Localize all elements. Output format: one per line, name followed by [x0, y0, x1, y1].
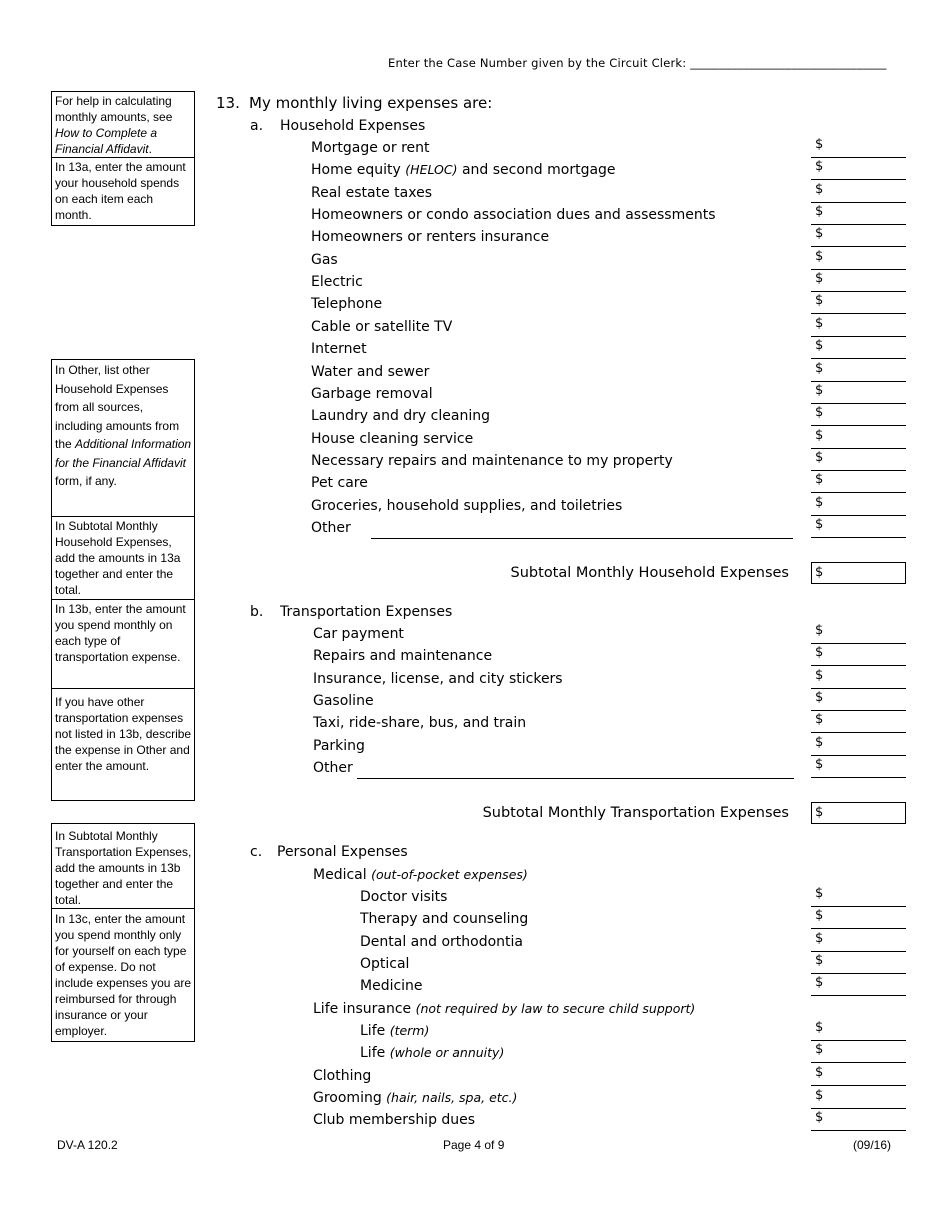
help-box-13c [51, 909, 195, 1042]
dollar-sign: $ [815, 756, 824, 772]
household-water-and-sewer-amount-field[interactable] [811, 360, 906, 382]
household-necessary-repairs-and-maintenance-to-my-property-text: Necessary repairs and maintenance to my property [311, 452, 673, 469]
dollar-sign: $ [815, 248, 824, 264]
dollar-sign: $ [815, 159, 824, 175]
dollar-sign: $ [815, 181, 824, 197]
household-laundry-and-dry-cleaning-text: Laundry and dry cleaning [311, 408, 490, 425]
household-home-equity-text: Home equity [311, 162, 401, 179]
dollar-sign: $ [815, 494, 824, 510]
transport-insurance-license-and-city-stickers-label [313, 671, 563, 687]
household-groceries-household-supplies-and-toiletries-amount-field[interactable] [811, 494, 906, 516]
dollar-sign: $ [815, 930, 824, 946]
household-home-equity-label [311, 162, 616, 178]
dollar-sign: $ [815, 689, 824, 705]
household-water-and-sewer-text: Water and sewer [311, 363, 430, 380]
dollar-sign: $ [815, 667, 824, 683]
household-internet-label [311, 341, 367, 357]
life-insurance-title: Life insurance [313, 1001, 412, 1017]
household-garbage-removal-amount-field[interactable] [811, 382, 906, 404]
household-homeowners-or-renters-insurance-label [311, 229, 549, 245]
dollar-sign: $ [815, 226, 824, 242]
case-number-field[interactable]: _________________________________ [690, 56, 887, 70]
dollar-sign: $ [815, 516, 824, 532]
life-term-text: Life [360, 1023, 386, 1039]
help-box-other-household [51, 359, 195, 517]
help-text: In Subtotal Monthly Household Expenses, add the amounts in 13a together and enter the total. [55, 519, 181, 597]
household-homeowners-or-renters-insurance-text: Homeowners or renters insurance [311, 229, 550, 246]
household-gas-label [311, 252, 338, 268]
medical-optical-label [360, 956, 409, 972]
medical-dental-and-orthodontia-text: Dental and orthodontia [360, 933, 523, 950]
household-groceries-household-supplies-and-toiletries-label [311, 498, 622, 514]
household-home-equity-amount-field[interactable] [811, 158, 906, 180]
household-homeowners-or-renters-insurance-amount-field[interactable] [811, 225, 906, 247]
help-text-end: form, if any. [55, 474, 117, 488]
help-text: In Other, list other Household Expenses from all sources, including amounts from the [55, 363, 180, 451]
section-title: Personal Expenses [277, 844, 408, 860]
heloc-abbreviation: (HELOC) [405, 162, 458, 178]
dollar-sign: $ [815, 427, 824, 443]
household-garbage-removal-label [311, 386, 433, 402]
life-note: (whole or annuity) [389, 1045, 505, 1061]
grooming-amount-field[interactable] [811, 1087, 906, 1109]
dollar-sign: $ [815, 805, 824, 820]
life-whole-or-annuity-amount-field[interactable] [811, 1041, 906, 1063]
transport-repairs-and-maintenance-amount-field[interactable] [811, 644, 906, 666]
household-mortgage-or-rent-amount-field[interactable] [811, 136, 906, 158]
transport-car-payment-amount-field[interactable] [811, 622, 906, 644]
medical-doctor-visits-label [360, 889, 447, 905]
household-laundry-and-dry-cleaning-amount-field[interactable] [811, 404, 906, 426]
transport-subtotal-label: Subtotal Monthly Transportation Expenses [482, 805, 789, 821]
dollar-sign: $ [815, 204, 824, 220]
club-dues-amount-field[interactable] [811, 1109, 906, 1131]
household-garbage-removal-text: Garbage removal [311, 385, 433, 402]
medical-medicine-amount-field[interactable] [811, 974, 906, 996]
help-box-other-transport [51, 689, 195, 801]
help-box-13a [51, 158, 195, 226]
transport-other-description-line[interactable] [357, 778, 794, 779]
help-box-13b [51, 600, 195, 689]
household-other-label [311, 520, 351, 536]
medical-optical-text: Optical [360, 955, 410, 972]
grooming-label [313, 1090, 517, 1106]
household-electric-text: Electric [311, 274, 363, 291]
household-other-amount-field[interactable] [811, 516, 906, 538]
medical-therapy-and-counseling-text: Therapy and counseling [360, 911, 529, 928]
dollar-sign: $ [815, 382, 824, 398]
dollar-sign: $ [815, 1065, 824, 1080]
transport-insurance-license-and-city-stickers-text: Insurance, license, and city stickers [313, 670, 563, 687]
dollar-sign: $ [815, 565, 824, 580]
life-insurance-note: (not required by law to secure child support) [415, 1001, 696, 1016]
medical-dental-and-orthodontia-amount-field[interactable] [811, 930, 906, 952]
household-electric-amount-field[interactable] [811, 270, 906, 292]
medical-doctor-visits-text: Doctor visits [360, 889, 448, 905]
household-pet-care-amount-field[interactable] [811, 471, 906, 493]
household-laundry-and-dry-cleaning-label [311, 408, 490, 424]
help-box-subtotal-transport [51, 823, 195, 909]
household-cable-or-satellite-tv-text: Cable or satellite TV [311, 318, 453, 335]
dollar-sign: $ [815, 293, 824, 309]
dollar-sign: $ [815, 952, 824, 968]
help-text-end: . [148, 142, 152, 156]
household-telephone-label [311, 296, 382, 312]
help-text: For help in calculating monthly amounts, see [55, 94, 173, 124]
transport-parking-amount-field[interactable] [811, 734, 906, 756]
medical-medicine-text: Medicine [360, 978, 423, 995]
household-cable-or-satellite-tv-label [311, 319, 452, 335]
transport-gasoline-amount-field[interactable] [811, 689, 906, 711]
dollar-sign: $ [815, 449, 824, 465]
dollar-sign: $ [815, 712, 824, 728]
transport-taxi-ride-share-bus-and-train-label [313, 715, 526, 731]
dollar-sign: $ [815, 1110, 824, 1125]
case-number-label: Enter the Case Number given by the Circuit Clerk: [388, 56, 687, 70]
household-telephone-amount-field[interactable] [811, 292, 906, 314]
transport-other-text: Other [313, 759, 353, 776]
household-homeowners-or-condo-association-dues-and-assessments-amount-field[interactable] [811, 203, 906, 225]
help-box-calculating [51, 91, 195, 158]
dollar-sign: $ [815, 623, 824, 638]
household-electric-label [311, 274, 363, 290]
dollar-sign: $ [815, 908, 824, 924]
household-internet-text: Internet [311, 341, 367, 358]
section-letter: c. [250, 844, 263, 860]
medical-medicine-label [360, 978, 423, 994]
transport-subtotal-field[interactable] [811, 802, 906, 824]
life-whole-or-annuity-text: Life [360, 1045, 386, 1062]
case-number-prompt [388, 56, 887, 70]
medical-therapy-and-counseling-amount-field[interactable] [811, 907, 906, 929]
form-id: DV-A 120.2 [57, 1138, 118, 1152]
transport-taxi-ride-share-bus-and-train-text: Taxi, ride-share, bus, and train [313, 715, 527, 732]
transport-other-label [313, 760, 353, 776]
help-text: In 13a, enter the amount your household spends on each item each month. [55, 160, 186, 222]
dollar-sign: $ [815, 734, 824, 750]
page-number: Page 4 of 9 [443, 1138, 505, 1152]
household-real-estate-taxes-text: Real estate taxes [311, 184, 432, 201]
transport-gasoline-label [313, 693, 374, 709]
medical-dental-and-orthodontia-label [360, 934, 523, 950]
help-text: In Subtotal Monthly Transportation Expenses, add the amounts in 13b together and enter the total. [55, 829, 192, 907]
household-gas-amount-field[interactable] [811, 248, 906, 270]
household-heading [250, 118, 425, 134]
household-homeowners-or-condo-association-dues-and-assessments-text: Homeowners or condo association dues and assessments [311, 207, 716, 224]
household-cable-or-satellite-tv-amount-field[interactable] [811, 315, 906, 337]
grooming-note: (hair, nails, spa, etc.) [386, 1090, 518, 1105]
household-real-estate-taxes-label [311, 185, 432, 201]
grooming-title: Grooming [313, 1090, 382, 1106]
household-other-description-line[interactable] [371, 538, 793, 539]
transport-car-payment-label [313, 626, 404, 642]
life-term-label [360, 1023, 429, 1039]
medical-doctor-visits-amount-field[interactable] [811, 885, 906, 907]
dollar-sign: $ [815, 360, 824, 376]
household-house-cleaning-service-amount-field[interactable] [811, 427, 906, 449]
transport-repairs-and-maintenance-text: Repairs and maintenance [313, 648, 493, 665]
household-groceries-household-supplies-and-toiletries-text: Groceries, household supplies, and toiletries [311, 497, 623, 514]
medical-note: (out-of-pocket expenses) [371, 867, 528, 882]
household-house-cleaning-service-text: House cleaning service [311, 430, 474, 447]
household-necessary-repairs-and-maintenance-to-my-property-amount-field[interactable] [811, 449, 906, 471]
household-real-estate-taxes-amount-field[interactable] [811, 181, 906, 203]
transport-parking-label [313, 738, 365, 754]
dollar-sign: $ [815, 338, 824, 354]
household-pet-care-text: Pet care [311, 475, 368, 492]
section-title: My monthly living expenses are: [249, 94, 493, 112]
help-text: If you have other transportation expenses not listed in 13b, describe the expense in Other and enter the amount. [55, 695, 192, 773]
help-form-title: Additional Information for the Financial Affidavit [55, 437, 192, 470]
medical-title: Medical [313, 867, 367, 883]
household-homeowners-or-condo-association-dues-and-assessments-label [311, 207, 716, 223]
dollar-sign: $ [815, 1088, 824, 1103]
transport-car-payment-text: Car payment [313, 626, 404, 642]
help-text: In 13b, enter the amount you spend monthly on each type of transportation expense. [55, 602, 186, 664]
dollar-sign: $ [815, 645, 824, 661]
section-letter: a. [250, 118, 264, 134]
transport-other-amount-field[interactable] [811, 756, 906, 778]
dollar-sign: $ [815, 405, 824, 421]
dollar-sign: $ [815, 271, 824, 287]
household-internet-amount-field[interactable] [811, 337, 906, 359]
household-other-text: Other [311, 519, 351, 536]
heloc-suffix: and second mortgage [457, 162, 616, 179]
transport-heading [250, 604, 452, 620]
household-telephone-text: Telephone [311, 296, 383, 313]
transport-parking-text: Parking [313, 737, 365, 754]
section-13-heading [216, 94, 492, 112]
dollar-sign: $ [815, 1020, 824, 1035]
household-pet-care-label [311, 475, 368, 491]
household-house-cleaning-service-label [311, 431, 473, 447]
medical-optical-amount-field[interactable] [811, 952, 906, 974]
household-mortgage-or-rent-text: Mortgage or rent [311, 140, 430, 156]
transport-repairs-and-maintenance-label [313, 648, 492, 664]
household-mortgage-or-rent-label [311, 140, 430, 156]
dollar-sign: $ [815, 137, 824, 152]
section-title: Transportation Expenses [280, 604, 453, 620]
section-title: Household Expenses [280, 118, 426, 134]
dollar-sign: $ [815, 315, 824, 331]
dollar-sign: $ [815, 472, 824, 488]
life-term-amount-field[interactable] [811, 1019, 906, 1041]
transport-taxi-ride-share-bus-and-train-amount-field[interactable] [811, 711, 906, 733]
life-whole-or-annuity-label [360, 1045, 504, 1061]
household-gas-text: Gas [311, 251, 338, 268]
dollar-sign: $ [815, 975, 824, 991]
transport-insurance-license-and-city-stickers-amount-field[interactable] [811, 667, 906, 689]
clothing-amount-field[interactable] [811, 1064, 906, 1086]
help-text: In 13c, enter the amount you spend monthly only for yourself on each type of expense. Do not include expenses you are reimbursed for through insurance or your employer. [55, 912, 192, 1038]
club-dues-label: Club membership dues [313, 1112, 476, 1128]
section-number: 13. [216, 94, 240, 112]
life-insurance-label [313, 1001, 695, 1017]
help-box-subtotal-household [51, 517, 195, 600]
transport-gasoline-text: Gasoline [313, 692, 374, 709]
medical-label [313, 867, 528, 883]
help-link-title: How to Complete a Financial Affidavit [55, 126, 158, 156]
household-necessary-repairs-and-maintenance-to-my-property-label [311, 453, 673, 469]
revision-date: (09/16) [853, 1138, 892, 1152]
household-subtotal-label: Subtotal Monthly Household Expenses [510, 565, 789, 581]
life-note: (term) [389, 1023, 430, 1038]
medical-therapy-and-counseling-label [360, 911, 528, 927]
household-subtotal-field[interactable] [811, 562, 906, 584]
section-letter: b. [250, 604, 264, 620]
clothing-label: Clothing [313, 1068, 372, 1084]
dollar-sign: $ [815, 1042, 824, 1058]
personal-heading [250, 844, 408, 860]
household-water-and-sewer-label [311, 364, 429, 380]
dollar-sign: $ [815, 886, 824, 901]
